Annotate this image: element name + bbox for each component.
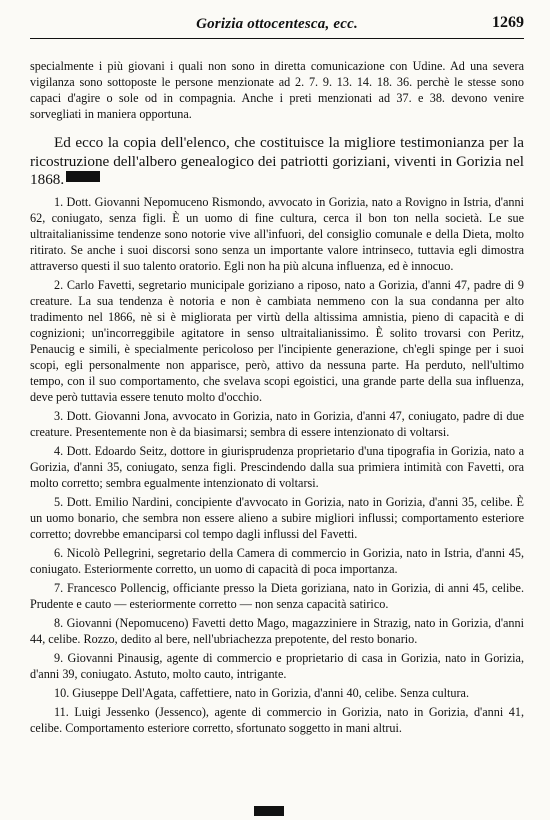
list-entry: 11. Luigi Jessenko (Jessenco), agente di commercio in Gorizia, nato in Gorizia, d'anni 41, celibe. Comportamento esteriore corretto, sfortunato soggetto in mani altrui. (30, 704, 524, 735)
page-header (30, 10, 524, 39)
redaction-mark (66, 171, 100, 182)
list-heading-paragraph (30, 134, 524, 190)
list-entry: 7. Francesco Pollencig, officiante presso la Dieta goriziana, nato in Gorizia, di anni 45, celibe. Prudente e cauto — esteriormente corretto — non senza capacità satirico. (30, 580, 524, 611)
list-entry: 9. Giovanni Pinausig, agente di commercio e proprietario di casa in Gorizia, nato in Gorizia, d'anni 39, coniugato. Astuto, molto cauto, intrigante. (30, 650, 524, 681)
list-entry: 6. Nicolò Pellegrini, segretario della Camera di commercio in Gorizia, nato in Istria, d'anni 45, coniugato. Esteriormente corretto, un uomo di capacità di poca importanza. (30, 545, 524, 576)
page-body (30, 58, 524, 739)
intro-paragraph: specialmente i più giovani i quali non sono in diretta comunicazione con Udine. Ad una severa vigilanza sono sottoposte le persone menzionate ad 2. 7. 9. 13. 14. 18. 36. perchè le stesse sono capaci d'agire o sole od in compagnia. Anche i preti menzionati ad 37. e 38. devono venire sorvegliati in maniera opportuna. (30, 59, 524, 121)
list-heading-text: Ed ecco la copia dell'elenco, che costituisce la migliore testimonianza per la ricostruzione dell'albero genealogico dei patriotti goriziani, viventi in Gorizia nel 1868. (30, 134, 524, 188)
patriots-list (30, 194, 524, 736)
running-title: Gorizia ottocentesca, ecc. (196, 16, 358, 32)
redaction-mark-bottom (254, 806, 284, 816)
list-entry: 10. Giuseppe Dell'Agata, caffettiere, nato in Gorizia, d'anni 40, celibe. Senza cultura. (54, 685, 469, 700)
list-entry: 3. Dott. Giovanni Jona, avvocato in Gorizia, nato in Gorizia, d'anni 47, coniugato, padre di due creature. Presentemente non è da biasimarsi; sembra di essere intenzionato di voltarsi. (30, 408, 524, 439)
list-entry: 1. Dott. Giovanni Nepomuceno Rismondo, avvocato in Gorizia, nato a Rovigno in Istria, d'anni 62, coniugato, senza figli. È un uomo di fine cultura, cerca il bon ton nella società. Le sue ultraitalianissime tendenze sono notorie vive all'infuori, del consiglio comunale e della Dieta, molto ritirato. Se anche i suoi discorsi sono senza un importante valore intrinseco, tuttavia egli dimostra attraverso questi il suo talento oratorio. Egli non ha più alcuna influenza, ed è innocuo. (30, 194, 524, 273)
list-entry: 2. Carlo Favetti, segretario municipale goriziano a riposo, nato a Gorizia, d'anni 47, padre di 9 creature. La sua tendenza è notoria e non è cambiata nemmeno con la sua condanna per alto tradimento nel 1866, nè si è migliorata per virtù della altissima amnistia, pieno di capacità e di cognizioni; un'incorreggibile agitatore in senso ultraitalianissimo. È solito trovarsi con Peritz, Penaucig e simili, è specialmente pericoloso per l'incipiente generazione, ch'egli spinge per i suoi scopi, egli personalmente non apparisce, però, attivo da nessuna parte. Ha perduto, nell'ultimo tempo, con il suo comportamento, che svelava scopi egoistici, una grande parte della sua influenza, deve però tuttavia essere tenuto molto d'occhio. (30, 277, 524, 404)
page-number: 1269 (492, 14, 524, 31)
list-entry: 4. Dott. Edoardo Seitz, dottore in giurisprudenza proprietario d'una tipografia in Gorizia, nato a Gorizia, d'anni 35, coniugato, senza figli. Prescindendo dalla sua primiera intimità con Favetti, ora molto corretto; sembra egualmente intenzionato di voltarsi. (30, 443, 524, 490)
list-entry: 8. Giovanni (Nepomuceno) Favetti detto Mago, magazziniere in Strazig, nato in Gorizia, d'anni 44, celibe. Rozzo, dedito al bere, nell'ubriachezza prepotente, del resto bonario. (30, 615, 524, 646)
list-entry: 5. Dott. Emilio Nardini, concipiente d'avvocato in Gorizia, nato in Gorizia, d'anni 35, celibe. È un uomo bonario, che sembra non essere alieno a subire migliori influssi; comportamento esteriore corretto; dovrebbe emanciparsi col tempo dagli influssi del Favetti. (30, 494, 524, 541)
